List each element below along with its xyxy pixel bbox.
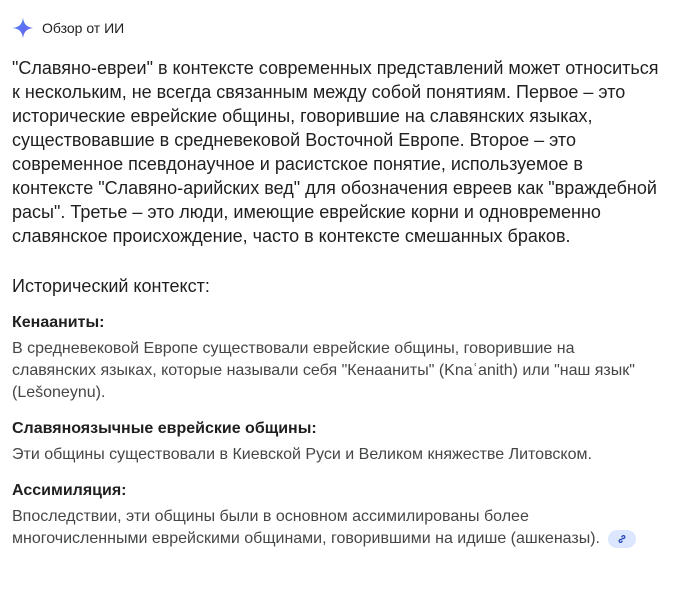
sparkle-icon (12, 17, 34, 39)
list-item (12, 480, 662, 550)
list-item (12, 312, 662, 404)
ai-overview-title: Обзор от ИИ (42, 20, 125, 36)
item-title: Кенааниты: (12, 314, 105, 331)
item-body: Впоследствии, эти общины были в основном ассимилированы более многочисленными еврейскими общинами, говорившими на идише (ашкеназы). (12, 508, 600, 547)
item-title: Славяноязычные еврейские общины: (12, 420, 317, 437)
item-body-container (12, 506, 662, 550)
item-body: В средневековой Европе существовали еврейские общины, говорившие на славянских языках, которые называли себя "Кенааниты" (Knaʿanith) или "наш язык" (Lešoneynu). (12, 340, 635, 401)
section-heading: Исторический контекст: (12, 276, 210, 296)
list-item (12, 418, 662, 466)
link-icon (616, 533, 628, 545)
ai-overview-header (12, 14, 662, 42)
source-link-button[interactable] (608, 530, 636, 548)
item-body: Эти общины существовали в Киевской Руси и Великом княжестве Литовском. (12, 446, 592, 463)
intro-paragraph: "Славяно-евреи" в контексте современных представлений может относиться к нескольким, не всегда связанным между собой понятиям. Первое – это исторические еврейские общины, говорившие на славянских языках, существовавшие в средневековой Восточной Европе. Второе – это современное псевдонаучное и расистское понятие, используемое в контексте "Славяно-арийских вед" для обозначения евреев как "враждебной расы". Третье – это люди, имеющие еврейские корни и одновременно славянское происхождение, часто в контексте смешанных браков. (12, 58, 659, 246)
item-title: Ассимиляция: (12, 482, 127, 499)
